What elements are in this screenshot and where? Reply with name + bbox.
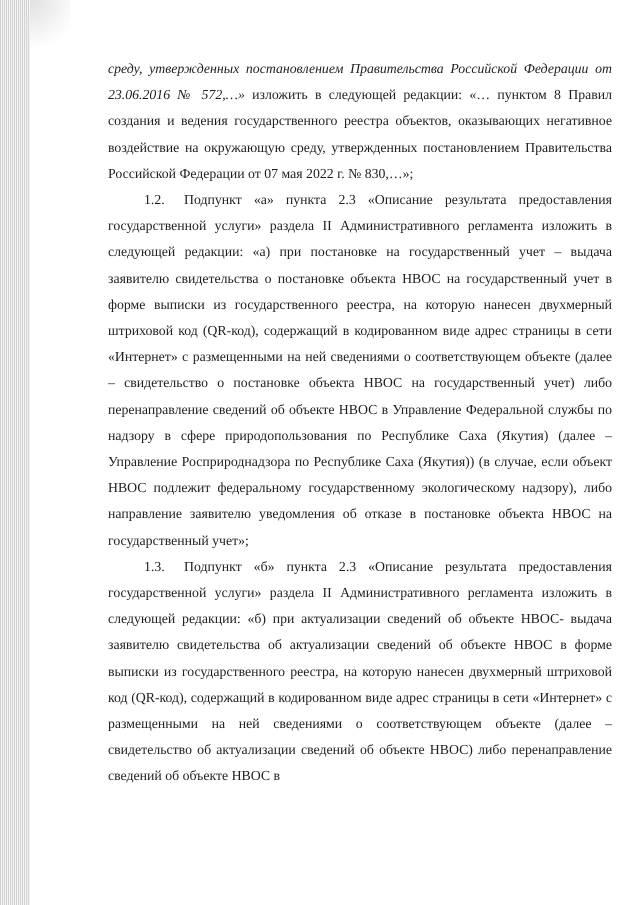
scan-corner-shadow xyxy=(30,0,70,60)
scan-edge xyxy=(0,0,30,905)
paragraph-text: Подпункт «б» пункта 2.3 «Описание результата предоставления государственной услуги» раздела II Административного регламента изложить в следующей редакции: «б) при актуализации сведений об объекте НВОС- выдача заявителю свидетельства об актуализации сведений об объекте НВОС в форме выписки из государственного реестра, на которую нанесен двухмерный штриховой код (QR-код), содержащий в кодированном виде адрес страницы в сети «Интернет» с размещенными на ней сведениями о соответствующем объекте (далее – свидетельство об актуализации сведений об объекте НВОС) либо перенаправление сведений об объекте НВОС в xyxy=(108,558,612,784)
clause-number: 1.2. xyxy=(144,192,165,208)
clause-number: 1.3. xyxy=(144,558,165,574)
quoted-italic-text: среду, утвержденных постановлением Правительства Российской Федерации от 23.06.2016 № 572,…» xyxy=(108,61,612,103)
paragraph-1-2 xyxy=(108,187,612,554)
paragraph-1-2-continuation xyxy=(108,56,612,187)
paragraph-1-3 xyxy=(108,554,612,790)
paragraph-text: Подпункт «а» пункта 2.3 «Описание результата предоставления государственной услуги» раздела II Административного регламента изложить в следующей редакции: «а) при постановке на государственный учет – выдача заявителю свидетельства о постановке объекта НВОС на государственный учет в форме выписки из государственного реестра, на которую нанесен двухмерный штриховой код (QR-код), содержащий в кодированном виде адрес страницы в сети «Интернет» с размещенными на ней сведениями о соответствующем объекте (далее – свидетельство о постановке объекта НВОС на государственный учет) либо перенаправление сведений об объекте НВОС в Управление Федеральной службы по надзору в сфере природопользования по Республике Саха (Якутия) (далее – Управление Росприроднадзора по Республике Саха (Якутия)) (в случае, если объект НВОС подлежит федеральному государственному экологическому надзору), либо направление заявителю уведомления об отказе в постановке объекта НВОС на государственный учет»; xyxy=(108,192,612,548)
document-page xyxy=(108,56,612,790)
paragraph-text: изложить в следующей редакции: «… пунктом 8 Правил создания и ведения государственного реестра объектов, оказывающих негативное воздействие на окружающую среду, утвержденных постановлением Правительства Российской Федерации от 07 мая 2022 г. № 830,…»; xyxy=(108,87,613,181)
